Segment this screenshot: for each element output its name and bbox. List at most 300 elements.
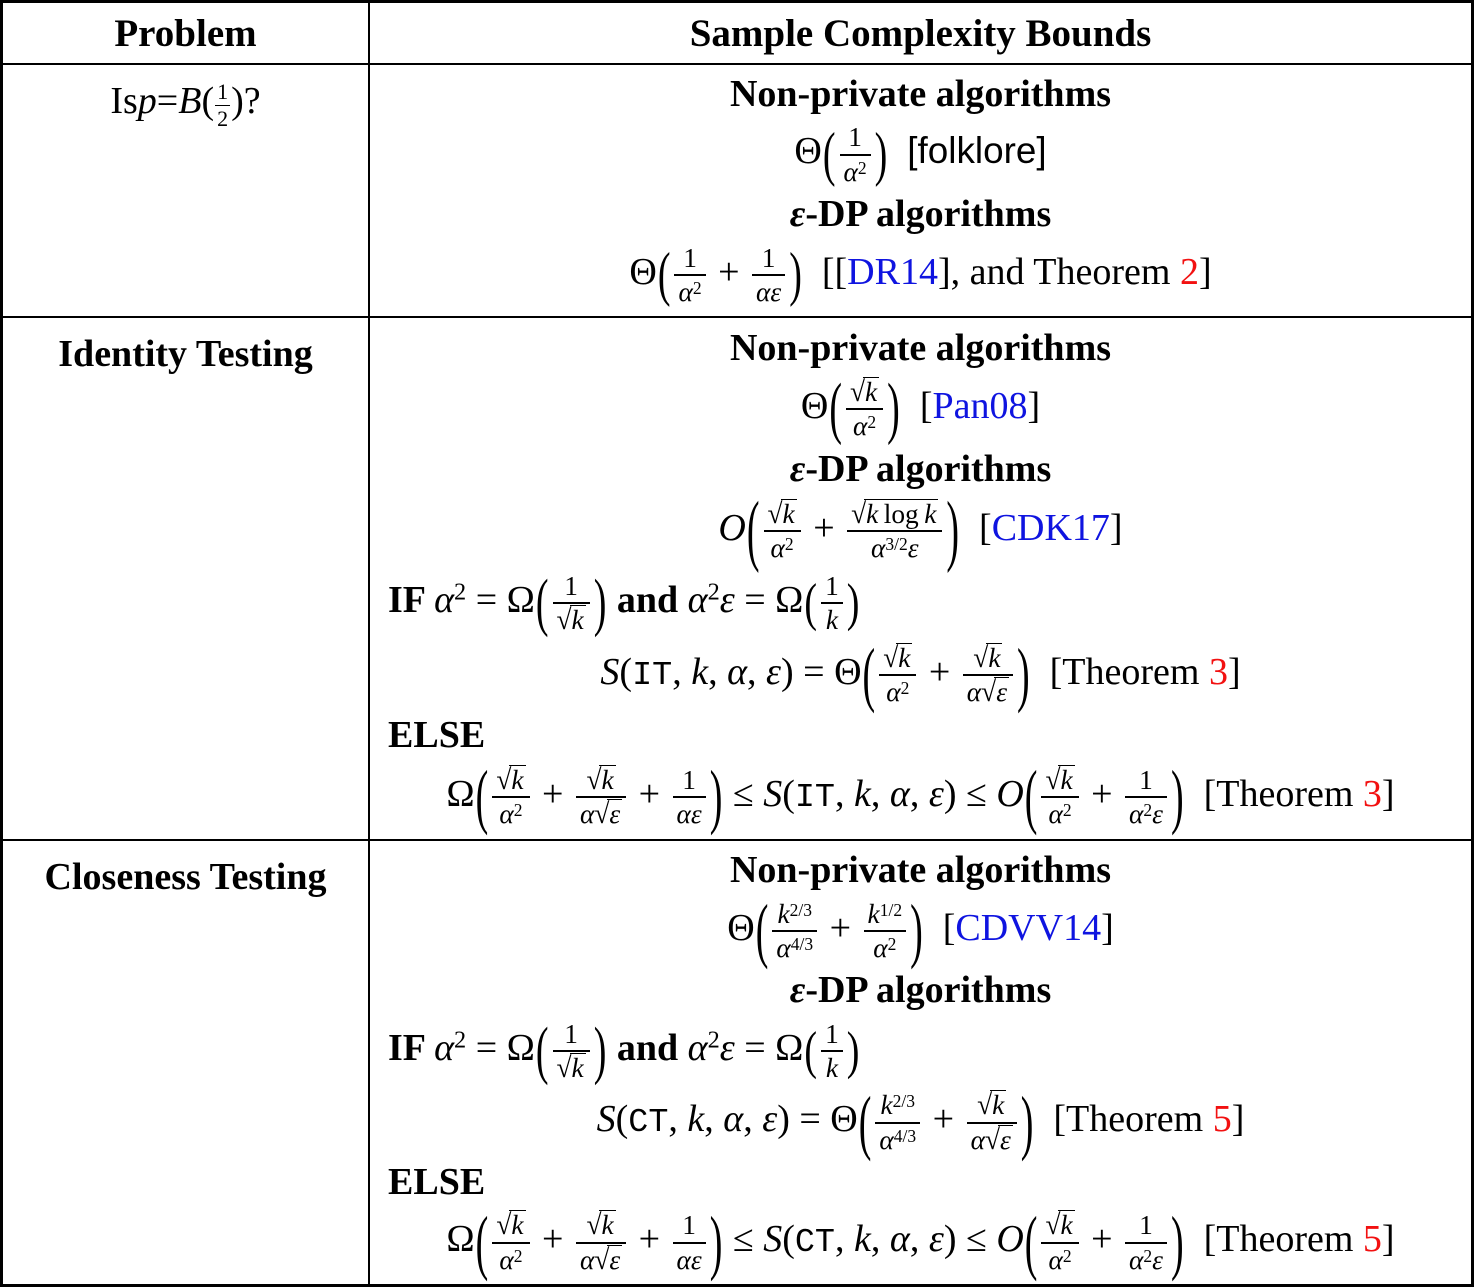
fraction-denominator [673,1242,706,1276]
fraction-numerator [576,1209,626,1241]
math-text: 2 [784,533,794,554]
math-text: 2 [454,578,467,606]
superscript [785,534,794,554]
citation-link[interactable]: Pan08 [932,385,1028,428]
fraction [875,1089,920,1156]
radicand [607,1245,622,1275]
radicand [781,499,797,529]
radical-sign: √ [586,763,602,795]
radicand [570,605,586,635]
radical-sign: √ [849,375,865,408]
math-text: 3/2 [885,533,908,554]
fraction [821,1018,843,1085]
math-variable: ε [907,532,919,563]
math-text: 2 [900,678,910,699]
math-variable: k [988,643,1001,674]
theorem-ref-link[interactable]: 3 [1362,772,1382,815]
radicand [570,1053,586,1083]
bold-text: Closeness Testing [44,856,327,898]
big-paren: ) [910,890,923,971]
fraction [963,642,1013,709]
math-text: 2 [707,1026,720,1054]
fraction [764,498,801,565]
math-variable: α [499,798,514,829]
math-variable: α [873,932,888,963]
math-variable: α [676,798,691,829]
math-variable: k [865,377,878,408]
math-variable: k [825,1053,838,1084]
math-variable: ε [996,677,1007,708]
radicand [896,643,912,673]
math-variable: k [691,651,709,694]
fraction-numerator [215,79,230,105]
math-line [378,714,1463,758]
superscript [888,934,897,954]
fraction-numerator [772,898,817,930]
fraction-numerator [821,570,843,602]
math-text: ( [201,80,215,122]
fraction-denominator [553,1050,590,1084]
math-variable: ε [690,798,702,829]
fraction [864,898,907,965]
problem-cell-binary-test-problem [3,65,370,316]
math-text: 1 [564,1018,578,1049]
math-text: = Ω [466,578,535,621]
big-paren: ( [535,567,549,639]
math-line [378,635,1463,716]
math-text: , [747,651,767,694]
superscript [1143,1246,1152,1266]
bounds-cell [370,841,1471,1284]
radicand [1058,1210,1074,1240]
math-line [378,193,1463,237]
math-text: ] [1198,250,1212,293]
fraction [821,570,843,637]
square-root [851,498,938,530]
math-line [378,486,1463,576]
square-root [850,376,879,408]
big-paren: ( [1024,757,1038,837]
math-variable: ε [1152,798,1163,829]
fraction [967,1089,1017,1156]
math-variable: α [1048,798,1063,829]
fraction [492,1209,529,1276]
math-text: + [803,506,845,549]
math-line [378,1015,1463,1087]
math-variable: k [601,764,614,795]
math-text: ] [1109,506,1123,549]
fraction-denominator [764,530,801,564]
fraction [840,121,871,188]
superscript [708,578,720,605]
big-paren: ( [535,1015,549,1087]
radicand [599,1210,615,1240]
math-text: 1 [825,570,839,601]
math-text: 1 [825,1018,839,1049]
math-text: 1 [682,1210,696,1241]
math-text: , [835,1218,854,1261]
math-text: Ω [446,1218,475,1261]
math-text: = [156,80,179,122]
big-paren: ( [755,890,769,971]
bold-italic-text: ε [789,448,806,491]
math-variable: ε [928,1218,944,1261]
fraction-denominator [1041,796,1078,830]
fraction [576,1209,626,1276]
math-text: [ [960,506,992,549]
math-variable: S [596,1098,616,1141]
math-text: 2 [1062,1245,1072,1266]
math-line [378,567,1463,639]
radical-sign: √ [594,1243,610,1275]
theorem-ref-link[interactable]: 5 [1212,1098,1232,1141]
math-variable: α [723,1098,744,1141]
fraction-denominator [576,1242,626,1276]
bold-text: Identity Testing [58,333,313,375]
fraction [1125,1209,1167,1276]
radical-sign: √ [984,1123,1000,1155]
math-text: = Ω [734,578,804,621]
math-text: 2 [513,799,523,820]
math-text: 1 [217,79,229,104]
big-paren: ) [593,1015,607,1087]
math-variable: S [763,772,783,815]
math-variable: α [1129,798,1144,829]
radical-sign: √ [767,497,783,529]
table-row [3,839,1471,1284]
square-root [883,642,912,674]
math-text: Θ [727,906,755,949]
math-text: Θ [800,385,829,428]
bounds-cell [370,65,1471,316]
square-root [586,1209,615,1241]
math-variable: k [511,764,524,795]
square-root [557,604,586,636]
math-text [888,130,907,172]
math-variable: S [600,651,620,694]
fraction-numerator [764,498,801,530]
fraction-denominator [879,674,916,708]
math-line [378,890,1463,971]
math-variable: ε [1152,1244,1163,1275]
superscript [454,578,466,605]
math-text: 2 [454,1026,467,1054]
radical-sign: √ [973,641,989,674]
fraction [879,642,916,709]
superscript [708,1026,720,1053]
fraction [1041,1209,1078,1276]
fraction-numerator [1125,1209,1167,1241]
superscript [454,1026,466,1053]
math-variable: ε [609,1244,621,1275]
math-text: ] [1381,772,1395,815]
math-variable: α [1129,1244,1144,1275]
math-variable: k [898,643,911,674]
math-variable: p [137,80,157,122]
bold-italic-text: ε [789,969,806,1012]
fraction [674,242,705,309]
big-paren: ) [1170,757,1184,837]
math-text: 2 [513,1245,523,1266]
fraction-numerator [963,642,1013,674]
citation-link[interactable]: CDVV14 [955,906,1102,949]
math-text: , [743,1098,763,1141]
superscript [693,278,702,298]
math-variable: k [782,498,795,529]
math-variable: O [996,772,1024,815]
math-text: Θ [794,130,822,173]
math-text: 2 [692,277,702,298]
theorem-ref-link[interactable]: 5 [1362,1218,1382,1261]
bold-text: Non-private algorithms [729,848,1112,891]
radical-sign: √ [586,1209,602,1241]
fraction-numerator [673,1209,706,1241]
math-text: , [909,772,929,815]
math-text: [Theorem [1184,1218,1363,1261]
radical-sign: √ [594,797,610,830]
square-root [557,1052,586,1084]
math-text: 1 [1139,764,1153,795]
fraction-numerator [553,570,590,602]
big-paren: ) [1170,1202,1184,1283]
fraction-denominator [1125,1242,1167,1276]
square-root [973,642,1002,674]
math-variable: α [434,578,455,621]
math-text: + [532,1218,573,1261]
big-paren: ( [862,635,876,716]
theorem-ref-link[interactable]: 3 [1208,651,1228,694]
math-variable: α [879,1124,894,1155]
math-variable: O [996,1218,1024,1261]
math-variable: k [854,1218,871,1261]
math-text: 2/3 [789,899,812,920]
citation-link[interactable]: DR14 [847,250,938,293]
math-text: , [909,1218,929,1261]
square-root [768,498,797,530]
math-text: 4/3 [790,933,814,954]
fraction-numerator [864,898,907,930]
big-paren: ( [822,121,836,189]
radical-sign: √ [496,763,512,795]
radical-sign: √ [977,1089,993,1121]
fraction-denominator [1125,796,1167,830]
math-text: ( [619,651,633,694]
fraction [1125,764,1167,831]
radical-sign: √ [851,497,867,529]
sans-text: [folklore] [907,130,1047,172]
math-line [378,371,1463,448]
big-paren: ( [746,486,760,576]
radicand [994,677,1009,707]
math-text: ] [1027,385,1041,428]
math-text: Ω [446,772,475,815]
fraction-numerator [1041,764,1078,796]
bold-text: -DP algorithms [805,448,1052,491]
math-line [378,757,1463,837]
big-paren: ( [858,1082,872,1163]
math-text: , [835,772,854,815]
mono-text: CT [794,1224,835,1263]
bounds-lines [370,318,1471,839]
superscript [1063,1246,1072,1266]
math-variable: k [924,498,937,529]
math-variable: α [434,1026,455,1069]
math-variable: α [1048,1244,1063,1275]
big-paren: ) [946,486,960,576]
mono-text: IT [632,657,673,696]
math-text: ], and Theorem [937,250,1180,293]
fraction-numerator [674,242,705,274]
math-variable: ε [766,651,781,694]
math-variable: ε [690,1244,702,1275]
math-text: 2 [887,933,897,954]
radicand [986,643,1002,673]
math-text: = Ω [466,1026,535,1069]
big-paren: ) [593,567,607,639]
superscript [867,412,876,432]
superscript [880,900,902,920]
theorem-ref-link[interactable]: 2 [1179,250,1199,293]
fraction-numerator [840,121,871,153]
math-text: ( [782,1218,795,1261]
radicand [599,765,615,795]
math-text: 2 [707,578,720,606]
math-text: + [1081,1218,1123,1261]
bold-text: -DP algorithms [805,969,1052,1012]
fraction [492,764,529,831]
fraction-denominator [847,530,942,564]
math-variable: α [853,411,868,442]
math-text: 1/2 [879,899,903,920]
radical-sign: √ [496,1209,512,1241]
column-header-problem: Problem [3,3,370,63]
math-variable: k [571,1053,584,1084]
math-variable: α [727,651,748,694]
math-variable: k [880,1090,893,1121]
math-text: 2 [867,412,877,433]
math-variable: k [825,605,838,636]
math-variable: ε [770,276,782,307]
big-paren: ) [887,371,900,448]
square-root [1045,764,1074,796]
math-variable: α [966,677,982,708]
big-paren: ( [657,241,671,309]
math-variable: S [763,1218,783,1261]
fraction-denominator [492,796,529,830]
big-paren: ) [874,121,888,189]
math-text: 2/3 [892,1091,916,1112]
math-text: ) = Θ [777,1098,858,1141]
superscript [790,900,812,920]
fraction-denominator [875,1122,920,1156]
math-text: + [629,772,670,815]
table-header-row [3,3,1471,63]
fraction-denominator [864,930,907,964]
radical-sign: √ [1045,1209,1061,1241]
fraction-denominator [576,796,626,830]
fraction-denominator [215,105,230,132]
math-variable: k [854,772,871,815]
square-root [1045,1209,1074,1241]
math-variable: B [178,80,202,122]
math-text: 1 [683,242,697,273]
math-text: , [704,1098,724,1141]
math-text: ≤ [723,772,764,815]
math-text: ( [615,1098,629,1141]
math-text: 1 [848,122,862,153]
fraction [215,79,230,132]
math-text: ] [1231,1098,1245,1141]
mono-text: CT [628,1104,669,1143]
superscript [514,1246,523,1266]
square-root [594,798,622,830]
big-paren: ) [709,757,723,837]
fraction-denominator [752,274,785,308]
math-text: + [708,250,750,293]
fraction-numerator [1125,764,1167,796]
math-text: ) ≤ [943,772,997,815]
math-text: ( [782,772,795,815]
math-text: [[ [802,250,848,293]
bounds-lines [370,65,1471,316]
fraction-numerator [492,764,529,796]
math-variable: α [579,1244,595,1275]
fraction [1041,764,1078,831]
math-variable: α [579,798,595,829]
math-variable: k [571,605,584,636]
math-text: 2 [857,157,867,178]
superscript [858,158,867,178]
radical-sign: √ [556,1051,572,1084]
big-paren: ( [804,573,818,633]
fraction-denominator [1041,1242,1078,1276]
math-text: + [532,772,573,815]
radical-sign: √ [981,676,997,708]
problem-cell-closeness-testing [3,841,370,1284]
fraction-numerator [1041,1209,1078,1241]
superscript [1063,800,1072,820]
math-line [378,448,1463,492]
fraction-numerator [879,642,916,674]
big-paren: ( [475,1202,489,1283]
square-root [594,1244,622,1276]
fraction-numerator [821,1018,843,1050]
math-variable: α [889,772,910,815]
square-root [985,1124,1013,1156]
math-text: Θ [629,250,657,293]
math-text: Is [110,80,138,122]
math-line [378,849,1463,893]
radical-sign: √ [883,641,899,674]
fraction [847,498,942,565]
math-variable: k [992,1090,1005,1121]
math-variable: α [889,1218,910,1261]
radicand [998,1125,1013,1155]
radicand [509,1210,525,1240]
bold-text: and [607,578,688,621]
big-paren: ) [789,241,802,309]
citation-link[interactable]: CDK17 [991,506,1110,549]
big-paren: ) [1020,1082,1034,1163]
math-text: + [923,1098,964,1141]
fraction-denominator [553,602,590,636]
math-text: 4/3 [893,1125,917,1146]
bold-text: Non-private algorithms [729,326,1112,369]
math-variable: ε [719,1026,735,1069]
math-text: , [668,1098,688,1141]
fraction-denominator [821,1050,843,1084]
fraction-numerator [553,1018,590,1050]
